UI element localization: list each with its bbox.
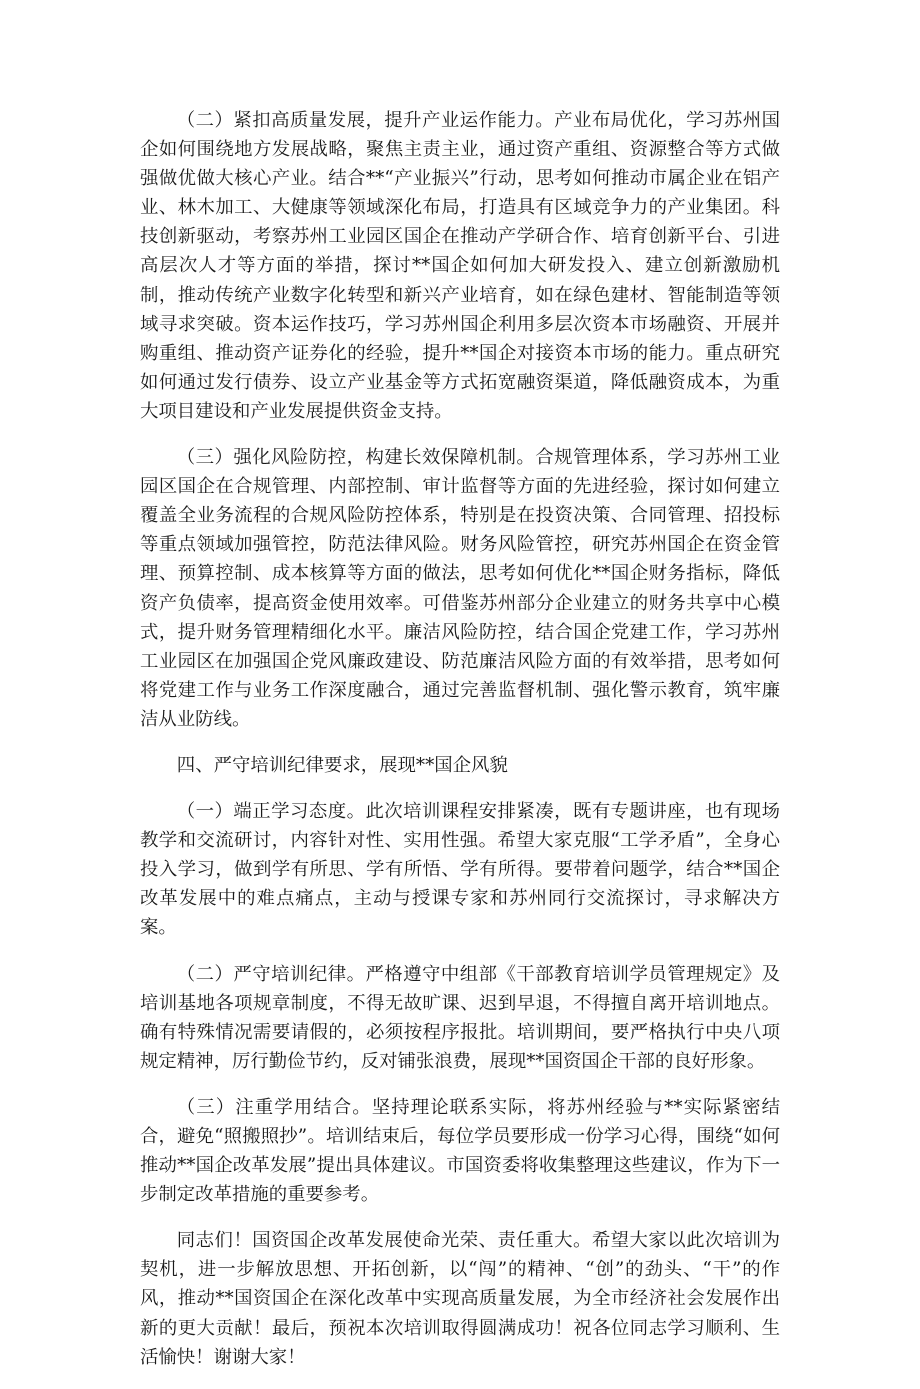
paragraph-risk-control: （三）强化风险防控，构建长效保障机制。合规管理体系，学习苏州工业园区国企在合规管理、内部控制、审计监督等方面的先进经验，探讨如何建立覆盖全业务流程的合规风险防控体系，特别是在投资决策、合同管理、招投标等重点领域加强管控，防范法律风险。财务风险管控，研究苏州国企在资金管理、预算控制、成本核算等方面的做法，思考如何优化**国企财务指标，降低资产负债率，提高资金使用效率。可借鉴苏州部分企业建立的财务共享中心模式，提升财务管理精细化水平。廉洁风险防控，结合国企党建工作，学习苏州工业园区在加强国企党风廉政建设、防范廉洁风险方面的有效举措，思考如何将党建工作与业务工作深度融合，通过完善监督机制、强化警示教育，筑牢廉洁从业防线。	[140, 447, 780, 730]
paragraph-apply-learning: （三）注重学用结合。坚持理论联系实际，将苏州经验与**实际紧密结合，避免“照搬照抄”。培训结束后，每位学员要形成一份学习心得，围绕“如何推动**国企改革发展”提出具体建议。市国资委将收集整理这些建议，作为下一步制定改革措施的重要参考。	[140, 1096, 780, 1206]
paragraph-industry-operation: （二）紧扣高质量发展，提升产业运作能力。产业布局优化，学习苏州国企如何围绕地方发展战略，聚焦主责主业，通过资产重组、资源整合等方式做强做优做大核心产业。结合**“产业振兴”行动，思考如何推动市属企业在铝产业、林木加工、大健康等领域深化布局，打造具有区域竞争力的产业集团。科技创新驱动，考察苏州工业园区国企在推动产学研合作、培育创新平台、引进高层次人才等方面的举措，探讨**国企如何加大研发投入、建立创新激励机制，推动传统产业数字化转型和新兴产业培育，如在绿色建材、智能制造等领域寻求突破。资本运作技巧，学习苏州国企利用多层次资本市场融资、开展并购重组、推动资产证券化的经验，提升**国企对接资本市场的能力。重点研究如何通过发行债券、设立产业基金等方式拓宽融资渠道，降低融资成本，为重大项目建设和产业发展提供资金支持。	[140, 110, 780, 422]
paragraph-learning-attitude: （一）端正学习态度。此次培训课程安排紧凑，既有专题讲座，也有现场教学和交流研讨，内容针对性、实用性强。希望大家克服“工学矛盾”，全身心投入学习，做到学有所思、学有所悟、学有所得。要带着问题学，结合**国企改革发展中的难点痛点，主动与授课专家和苏州同行交流探讨，寻求解决方案。	[140, 801, 780, 939]
paragraph-closing-remarks: 同志们！国资国企改革发展使命光荣、责任重大。希望大家以此次培训为契机，进一步解放思想、开拓创新，以“闯”的精神、“创”的劲头、“干”的作风，推动**国资国企在深化改革中实现高质量发展，为全市经济社会发展作出新的更大贡献！最后，预祝本次培训取得圆满成功！祝各位同志学习顺利、生活愉快！谢谢大家！	[140, 1230, 780, 1368]
document-body	[140, 106, 780, 1389]
paragraph-training-rules: （二）严守培训纪律。严格遵守中组部《干部教育培训学员管理规定》及培训基地各项规章制度，不得无故旷课、迟到早退，不得擅自离开培训地点。确有特殊情况需要请假的，必须按程序报批。培训期间，要严格执行中央八项规定精神，厉行勤俭节约，反对铺张浪费，展现**国资国企干部的良好形象。	[140, 963, 780, 1072]
section-heading-training-discipline: 四、严守培训纪律要求，展现**国企风貌	[176, 754, 508, 776]
